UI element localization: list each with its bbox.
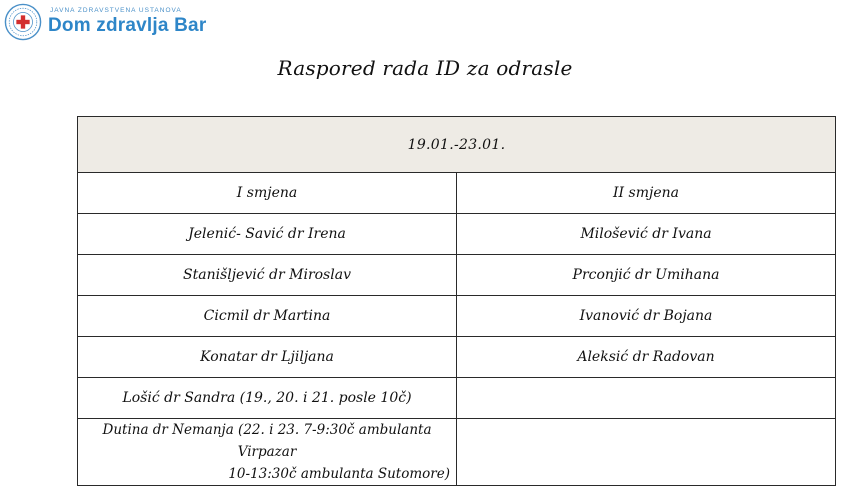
page-title: Raspored rada ID za odrasle [277, 56, 573, 80]
first-shift-cell: Konatar dr Ljiljana [78, 337, 457, 378]
first-shift-cell: Stanišljević dr Miroslav [78, 255, 457, 296]
shift-header-row [78, 173, 836, 214]
cell-line-1: Dutina dr Nemanja (22. i 23. 7-9:30č ambulanta Virpazar [102, 422, 432, 460]
second-shift-cell: Milošević dr Ivana [457, 214, 836, 255]
table-row [78, 337, 836, 378]
second-shift-cell: Prconjić dr Umihana [457, 255, 836, 296]
second-shift-cell: Ivanović dr Bojana [457, 296, 836, 337]
column-header-second-shift: II smjena [457, 173, 836, 214]
brand-logo[interactable] [4, 2, 206, 42]
second-shift-cell [457, 419, 836, 486]
schedule-table [77, 116, 836, 486]
medical-cross-logo-icon [4, 3, 42, 41]
first-shift-cell: Cicmil dr Martina [78, 296, 457, 337]
second-shift-cell: Aleksić dr Radovan [457, 337, 836, 378]
second-shift-cell [457, 378, 836, 419]
first-shift-cell-multiline [78, 419, 457, 486]
cell-line-2: 10-13:30č ambulanta Sutomore) [228, 466, 450, 482]
table-row [78, 378, 836, 419]
table-row [78, 419, 836, 486]
table-row [78, 214, 836, 255]
logo-name: Dom zdravlja Bar [48, 15, 207, 36]
date-range: 19.01.-23.01. [78, 117, 836, 173]
table-row [78, 255, 836, 296]
logo-subtitle: JAVNA ZDRAVSTVENA USTANOVA [50, 7, 182, 14]
first-shift-cell: Jelenić- Savić dr Irena [78, 214, 457, 255]
column-header-first-shift: I smjena [78, 173, 457, 214]
first-shift-cell: Lošić dr Sandra (19., 20. i 21. posle 10č) [78, 378, 457, 419]
date-header-row [78, 117, 836, 173]
table-row [78, 296, 836, 337]
